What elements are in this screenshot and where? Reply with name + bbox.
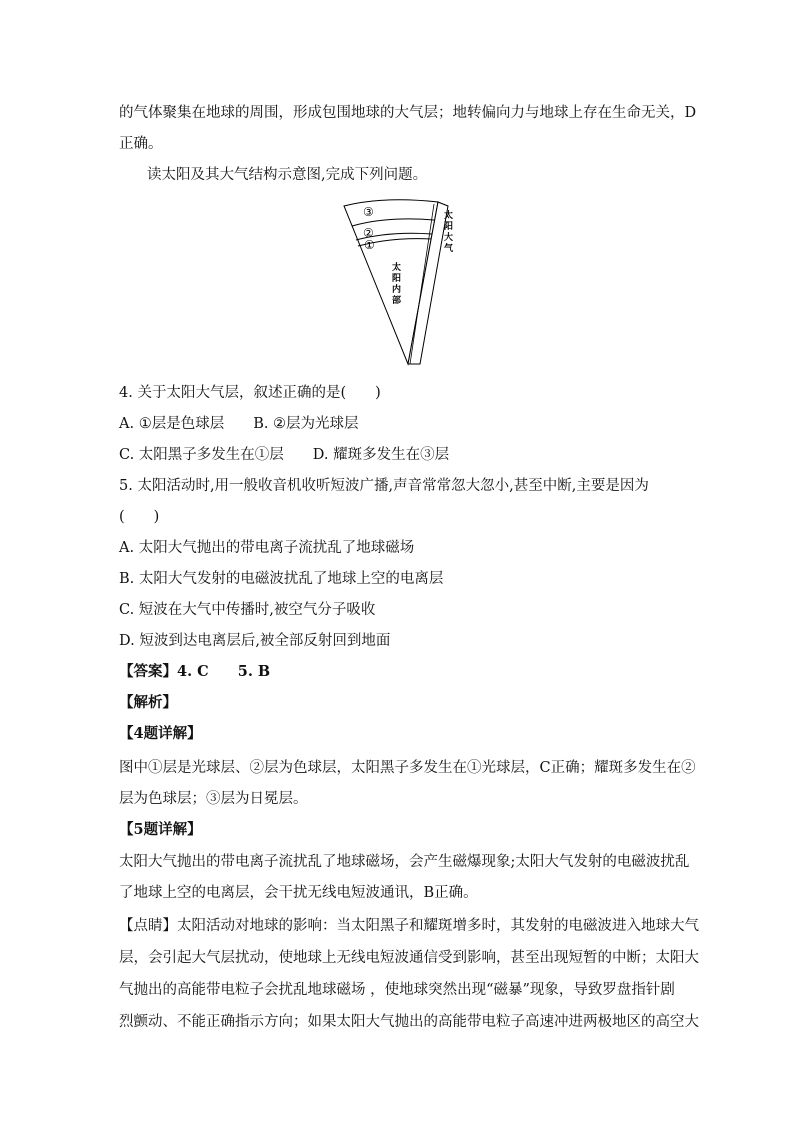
svg-text:太: 太 (444, 211, 454, 221)
analysis-title: 【解析】 (119, 694, 177, 711)
q5-option-b: B. 太阳大气发射的电磁波扰乱了地球上空的电离层 (119, 571, 444, 587)
layer-3-marker: ③ (363, 205, 374, 219)
q4-detail-line-2: 层为色球层；③层为日冕层。 (119, 791, 308, 807)
sun-atmosphere-diagram (338, 196, 460, 368)
layer-1-marker: ① (364, 238, 375, 252)
layer-2-marker: ② (363, 226, 374, 240)
svg-text:阳: 阳 (444, 222, 454, 232)
svg-text:气: 气 (444, 244, 454, 254)
q4-detail-title: 【4题详解】 (119, 725, 202, 742)
q4-stem: 4. 关于太阳大气层，叙述正确的是( ) (119, 385, 381, 401)
summary-line-4: 烈颤动、不能正确指示方向；如果太阳大气抛出的高能带电粒子高速冲进两极地区的高空大 (119, 1014, 699, 1030)
q5-detail-line-1: 太阳大气抛出的带电离子流扰乱了地球磁场，会产生磁爆现象;太阳大气发射的电磁波扰乱 (119, 854, 690, 870)
q5-option-a: A. 太阳大气抛出的带电离子流扰乱了地球磁场 (119, 540, 415, 556)
q5-option-d: D. 短波到达电离层后,被全部反射回到地面 (119, 633, 391, 649)
svg-text:太: 太 (392, 263, 402, 273)
intro-line-1: 的气体聚集在地球的周围，形成包围地球的大气层；地转偏向力与地球上存在生命无关，D (119, 105, 697, 121)
atmosphere-label (444, 209, 454, 254)
svg-text:大: 大 (444, 233, 454, 243)
q5-stem-1: 5. 太阳活动时,用一般收音机收听短波广播,声音常常忽大忽小,甚至中断,主要是因为 (119, 478, 649, 494)
interior-label (392, 261, 401, 306)
answer-line: 【答案】4. C 5. B (119, 663, 271, 680)
question-prompt: 读太阳及其大气结构示意图,完成下列问题。 (147, 167, 428, 183)
q4-options-ab: A. ①层是色球层 B. ②层为光球层 (119, 416, 359, 432)
q5-detail-line-2: 了地球上空的电离层，会干扰无线电短波通讯，B正确。 (119, 885, 478, 901)
summary-line-3: 气抛出的高能带电粒子会扰乱地球磁场 ，使地球突然出现“磁暴”现象，导致罗盘指针剧 (119, 982, 675, 998)
q5-option-c: C. 短波在大气中传播时,被空气分子吸收 (119, 602, 376, 618)
summary-line-1: 【点睛】太阳活动对地球的影响：当太阳黑子和耀斑增多时，其发射的电磁波进入地球大气 (119, 918, 699, 934)
summary-line-2: 层，会引起大气层扰动，使地球上无线电短波通信受到影响，甚至出现短暂的中断；太阳大 (119, 950, 699, 966)
svg-text:部: 部 (392, 296, 402, 306)
q4-options-cd: C. 太阳黑子多发生在①层 D. 耀斑多发生在③层 (119, 447, 450, 463)
q4-detail-line-1: 图中①层是光球层、②层为色球层，太阳黑子多发生在①光球层，C正确；耀斑多发生在② (119, 760, 696, 776)
intro-line-2: 正确。 (119, 136, 163, 152)
q5-stem-2: ( ) (119, 509, 160, 525)
svg-text:内: 内 (392, 285, 402, 295)
q5-detail-title: 【5题详解】 (119, 821, 202, 838)
svg-text:阳: 阳 (392, 274, 402, 284)
